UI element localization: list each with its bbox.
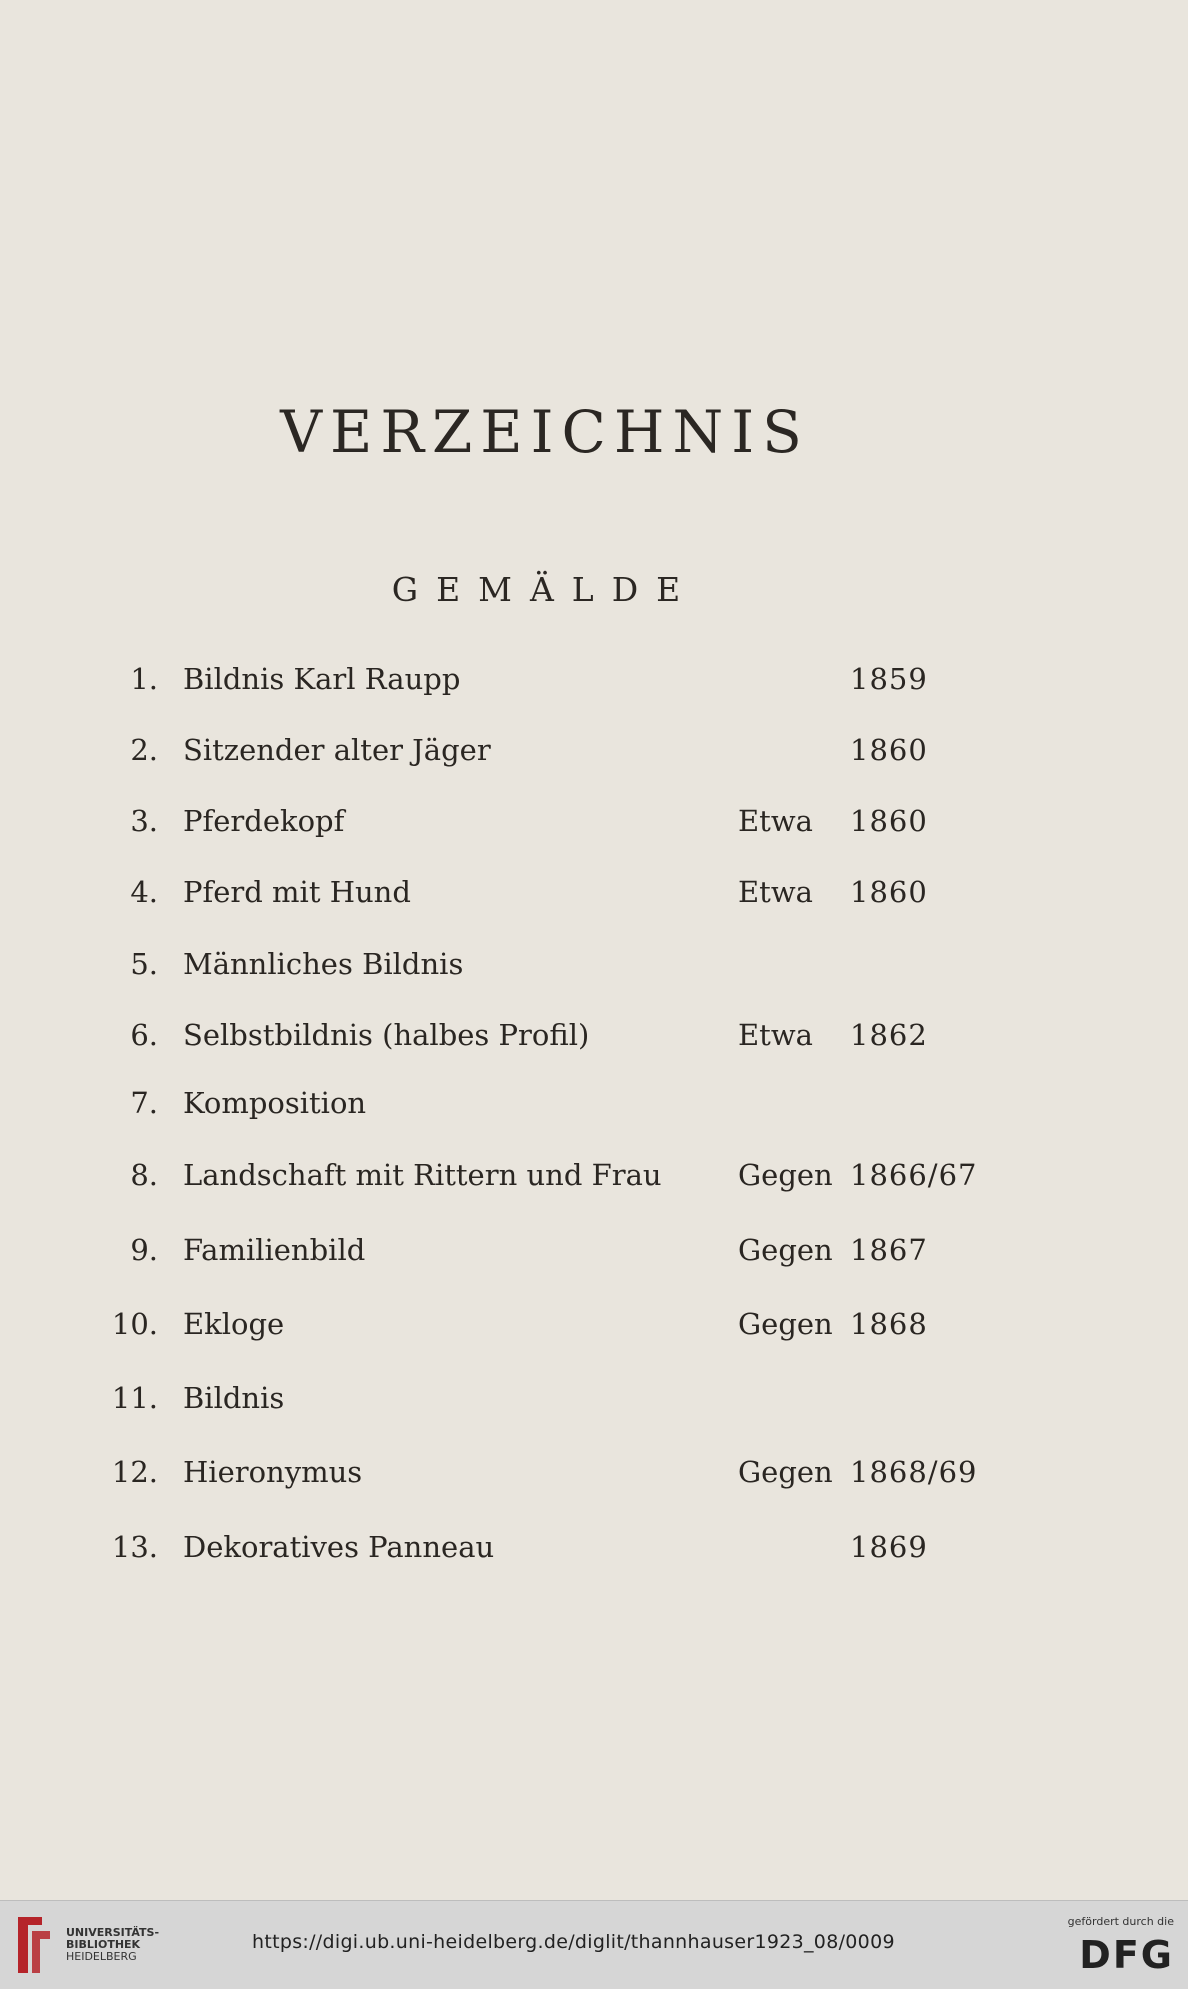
entry-title: Hieronymus bbox=[183, 1455, 363, 1489]
entry-number: 2. bbox=[130, 733, 158, 767]
entry-year: 1862 bbox=[850, 1018, 928, 1052]
entry-year: 1859 bbox=[850, 662, 928, 696]
entry-title: Komposition bbox=[183, 1086, 367, 1120]
entry-number: 9. bbox=[130, 1233, 158, 1267]
entry-number: 5. bbox=[130, 947, 158, 981]
list-item bbox=[0, 1530, 1188, 1574]
entry-title: Männliches Bildnis bbox=[183, 947, 464, 981]
entry-year: 1868/69 bbox=[850, 1455, 978, 1489]
dfg-logo: DFG bbox=[1079, 1933, 1174, 1977]
entry-number: 3. bbox=[130, 804, 158, 838]
entry-number: 1. bbox=[130, 662, 158, 696]
entry-title: Bildnis Karl Raupp bbox=[183, 662, 461, 696]
entry-number: 10. bbox=[111, 1307, 158, 1341]
viewer-footer bbox=[0, 1900, 1188, 1989]
entry-year: 1866/67 bbox=[850, 1158, 978, 1192]
library-name-line2: BIBLIOTHEK bbox=[66, 1938, 141, 1951]
entry-date-qualifier: Gegen bbox=[738, 1455, 833, 1489]
entry-title: Bildnis bbox=[183, 1381, 285, 1415]
entry-title: Sitzender alter Jäger bbox=[183, 733, 491, 767]
entry-title: Familienbild bbox=[183, 1233, 366, 1267]
entry-title: Landschaft mit Rittern und Frau bbox=[183, 1158, 662, 1192]
page-title: VERZEICHNIS bbox=[280, 398, 810, 466]
list-item bbox=[0, 1233, 1188, 1277]
entry-date-qualifier: Gegen bbox=[738, 1233, 833, 1267]
entry-number: 6. bbox=[130, 1018, 158, 1052]
list-item bbox=[0, 947, 1188, 991]
list-item bbox=[0, 804, 1188, 848]
list-item bbox=[0, 733, 1188, 777]
entry-date-qualifier: Gegen bbox=[738, 1158, 833, 1192]
entry-year: 1867 bbox=[850, 1233, 928, 1267]
entry-number: 7. bbox=[130, 1086, 158, 1120]
list-item bbox=[0, 1381, 1188, 1425]
library-name bbox=[66, 1927, 159, 1963]
library-name-line3: HEIDELBERG bbox=[66, 1950, 137, 1963]
entry-number: 11. bbox=[111, 1381, 158, 1415]
list-item bbox=[0, 662, 1188, 706]
entry-title: Pferdekopf bbox=[183, 804, 345, 838]
entry-number: 13. bbox=[111, 1530, 158, 1564]
funding-caption: gefördert durch die bbox=[1067, 1915, 1174, 1928]
entry-title: Ekloge bbox=[183, 1307, 285, 1341]
entry-title: Pferd mit Hund bbox=[183, 875, 411, 909]
list-item bbox=[0, 1455, 1188, 1499]
entry-number: 4. bbox=[130, 875, 158, 909]
section-subtitle: GEMÄLDE bbox=[391, 570, 699, 609]
university-library-logo-icon bbox=[12, 1913, 56, 1977]
entry-number: 8. bbox=[130, 1158, 158, 1192]
permalink-url[interactable]: https://digi.ub.uni-heidelberg.de/diglit/thannhauser1923_08/0009 bbox=[252, 1931, 895, 1953]
list-item bbox=[0, 1086, 1188, 1130]
list-item bbox=[0, 1018, 1188, 1062]
entry-year: 1869 bbox=[850, 1530, 928, 1564]
entry-year: 1860 bbox=[850, 875, 928, 909]
entry-date-qualifier: Etwa bbox=[738, 875, 813, 909]
entry-year: 1860 bbox=[850, 804, 928, 838]
entry-number: 12. bbox=[111, 1455, 158, 1489]
entry-year: 1868 bbox=[850, 1307, 928, 1341]
entry-title: Dekoratives Panneau bbox=[183, 1530, 495, 1564]
library-name-line1: UNIVERSITÄTS- bbox=[66, 1926, 160, 1939]
list-item bbox=[0, 1158, 1188, 1202]
entry-year: 1860 bbox=[850, 733, 928, 767]
entry-title: Selbstbildnis (halbes Profil) bbox=[183, 1018, 590, 1052]
list-item bbox=[0, 1307, 1188, 1351]
entry-date-qualifier: Etwa bbox=[738, 1018, 813, 1052]
entry-date-qualifier: Gegen bbox=[738, 1307, 833, 1341]
list-item bbox=[0, 875, 1188, 919]
entry-date-qualifier: Etwa bbox=[738, 804, 813, 838]
